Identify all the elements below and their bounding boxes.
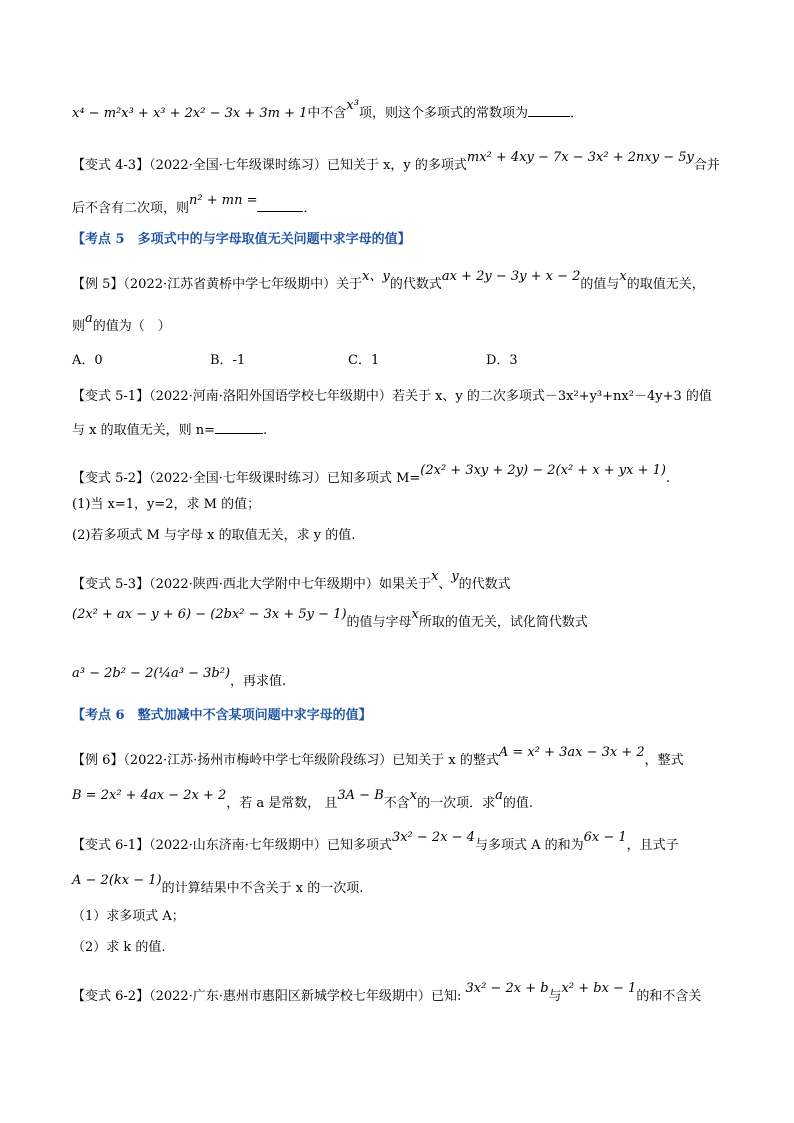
expression: 3A − B	[337, 788, 384, 803]
variant-6-1-line2	[72, 873, 734, 898]
problem-label: 【变式 5-1】	[72, 389, 150, 404]
option-b[interactable]: B．-1	[210, 353, 246, 368]
variables: x、y	[362, 269, 390, 284]
text: ．	[303, 201, 317, 216]
text: 不含	[383, 796, 410, 811]
problem-source: （2022·陕西·西北大学附中七年级期中）	[149, 577, 379, 592]
problem-label: 【变式 5-3】	[72, 577, 150, 592]
polynomial-expression: (2x² + 3xy + 2y) − 2(x² + x + yx + 1)	[420, 463, 666, 478]
variant-6-2	[72, 981, 734, 1006]
problem-4-2-continuation	[72, 98, 734, 123]
text: 已知:	[430, 989, 462, 1004]
text: ，再求值.	[230, 674, 287, 689]
variable: x	[411, 607, 419, 622]
variant-5-2-q1: (1)当 x=1，y=2，求 M 的值；	[72, 497, 261, 512]
text: .	[665, 471, 671, 486]
problem-label: 【变式 4-3】	[72, 158, 150, 173]
text: 已知多项式	[326, 838, 392, 853]
polynomial-expression: x⁴ − m²x³ + x³ + 2x² − 3x + 3m + 1	[72, 106, 308, 121]
example-5-options	[72, 352, 734, 370]
expression: 3x² − 2x − 4	[391, 830, 475, 845]
text: 已知多项式 M=	[326, 471, 421, 486]
variable: x	[430, 569, 439, 584]
option-d[interactable]: D．3	[486, 353, 518, 368]
text: 、	[438, 577, 452, 592]
section-heading-6: 【考点 6 整式加减中不含某项问题中求字母的值】	[72, 708, 372, 723]
text: 如果关于	[378, 577, 431, 592]
problem-source: （2022·全国·七年级课时练习）	[149, 471, 327, 486]
variant-4-3-line2	[72, 193, 734, 218]
text: 已知关于 x，y 的多项式	[326, 158, 467, 173]
expression: A − 2(kx − 1)	[72, 873, 162, 888]
variant-5-2	[72, 463, 734, 488]
variant-4-3	[72, 150, 734, 175]
variant-5-1-line2	[72, 421, 734, 440]
problem-label: 【变式 6-1】	[72, 838, 150, 853]
variant-6-1-q2: （2）求 k 的值.	[72, 940, 166, 955]
text: ，且式子	[626, 838, 679, 853]
text: 合并	[693, 158, 720, 173]
text: 的和不含关	[636, 989, 702, 1004]
text: ，整式	[644, 753, 684, 768]
variant-5-3-line2	[72, 607, 734, 632]
variable: y	[451, 569, 459, 584]
text: ．	[569, 106, 583, 121]
expression-a: A = x² + 3ax − 3x + 2	[498, 745, 645, 760]
option-a[interactable]: A．0	[72, 353, 103, 368]
problem-label: 【变式 6-2】	[72, 989, 150, 1004]
text: 所取的值无关，试化简代数式	[418, 615, 588, 630]
variable: a	[495, 788, 503, 803]
problem-label: 【变式 5-2】	[72, 471, 150, 486]
variant-5-3-line3	[72, 666, 734, 691]
problem-source: （2022·江苏省黄桥中学七年级期中）	[123, 277, 337, 292]
problem-source: （2022·全国·七年级课时练习）	[149, 158, 327, 173]
text: 后不含有二次项，则	[72, 201, 190, 216]
variant-6-1	[72, 830, 734, 855]
polynomial-expression: mx² + 4xy − 7x − 3x² + 2nxy − 5y	[466, 150, 694, 165]
answer-blank[interactable]	[528, 104, 570, 117]
variant-5-3	[72, 569, 734, 594]
example-6-line2	[72, 788, 734, 813]
problem-source: （2022·河南·洛阳外国语学校七年级期中）	[149, 389, 392, 404]
variant-5-2-q2: (2)若多项式 M 与字母 x 的取值无关，求 y 的值.	[72, 528, 356, 543]
text: .	[263, 423, 268, 438]
answer-blank[interactable]	[215, 421, 263, 434]
text: 的值与	[580, 277, 620, 292]
variable: x	[619, 269, 627, 284]
answer-blank[interactable]	[257, 199, 303, 212]
text: 的值.	[502, 796, 534, 811]
text: 中不含	[307, 106, 347, 121]
text: 的值与字母	[346, 615, 412, 630]
variable: a	[85, 311, 93, 326]
example-5-line2	[72, 311, 734, 336]
example-6	[72, 745, 734, 770]
term-expression: x³	[346, 98, 359, 113]
expression: a³ − 2b² − 2(¼a³ − 3b²)	[72, 666, 231, 681]
text: 若关于 x、y 的二次多项式－3x²+y³+nx²－4y+3 的值	[391, 389, 712, 404]
expression: ax + 2y − 3y + x − 2	[441, 269, 581, 284]
text: 的值为（ ）	[92, 319, 171, 334]
section-heading-5: 【考点 5 多项式中的与字母取值无关问题中求字母的值】	[72, 232, 411, 247]
text: 的代数式	[458, 577, 511, 592]
expression: x² + bx − 1	[561, 981, 637, 996]
text: 的代数式	[389, 277, 442, 292]
expression: n² + mn =	[189, 193, 258, 208]
text: 项，则这个多项式的常数项为	[358, 106, 528, 121]
variant-5-1	[72, 388, 734, 406]
variable: x	[409, 788, 418, 803]
problem-source: （2022·山东济南·七年级期中）	[149, 838, 327, 853]
variant-6-1-q1: （1）求多项式 A；	[72, 909, 185, 924]
text: 的取值无关，	[626, 277, 705, 292]
problem-source: （2022·广东·惠州市惠阳区新城学校七年级期中）	[149, 989, 431, 1004]
problem-source: （2022·江苏·扬州市梅岭中学七年级阶段练习）	[123, 753, 393, 768]
text: 关于	[336, 277, 363, 292]
problem-label: 【例 5】	[72, 277, 124, 292]
expression: 6x − 1	[583, 830, 627, 845]
expression-b: B = 2x² + 4ax − 2x + 2	[72, 788, 227, 803]
text: 的计算结果中不含关于 x 的一次项.	[161, 881, 364, 896]
text: 与 x 的取值无关，则 n=	[72, 423, 215, 438]
text: 则	[72, 319, 86, 334]
text: 已知关于 x 的整式	[392, 753, 499, 768]
example-5	[72, 269, 734, 294]
text: ，若 a 是常数， 且	[226, 796, 338, 811]
problem-label: 【例 6】	[72, 753, 124, 768]
text: 与多项式 A 的和为	[474, 838, 584, 853]
option-c[interactable]: C．1	[348, 353, 380, 368]
text: 的一次项．求	[417, 796, 496, 811]
text: 与	[548, 989, 562, 1004]
expression: 3x² − 2x + b	[465, 981, 549, 996]
polynomial-expression: (2x² + ax − y + 6) − (2bx² − 3x + 5y − 1)	[72, 607, 347, 622]
